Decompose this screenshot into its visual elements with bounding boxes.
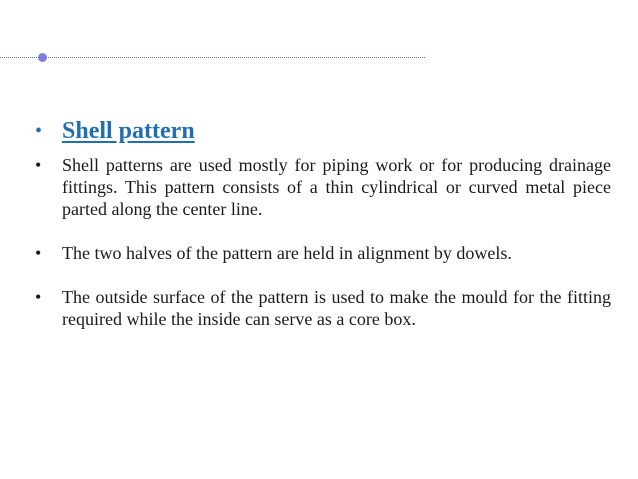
decorative-dot [38,53,47,62]
bullet-text: Shell patterns are used mostly for piping work or for producing drainage fittings. This pattern consists of a thin cylindrical or curved metal piece parted along the center line. [62,155,611,219]
bullet-marker: • [35,287,42,307]
heading-item [35,116,611,146]
bullet-text: The outside surface of the pattern is used to make the mould for the fitting required while the inside can serve as a core box. [62,287,611,329]
bullet-text: The two halves of the pattern are held in alignment by dowels. [62,243,512,263]
bullet-item [35,154,611,220]
decorative-dotted-rule [0,57,425,58]
bullet-item [35,286,611,330]
slide-content [35,116,611,330]
bullet-marker: • [35,155,42,175]
slide-heading: Shell pattern [62,118,195,144]
bullet-item [35,242,611,264]
bullet-marker: • [35,120,43,142]
bullet-marker: • [35,243,42,263]
